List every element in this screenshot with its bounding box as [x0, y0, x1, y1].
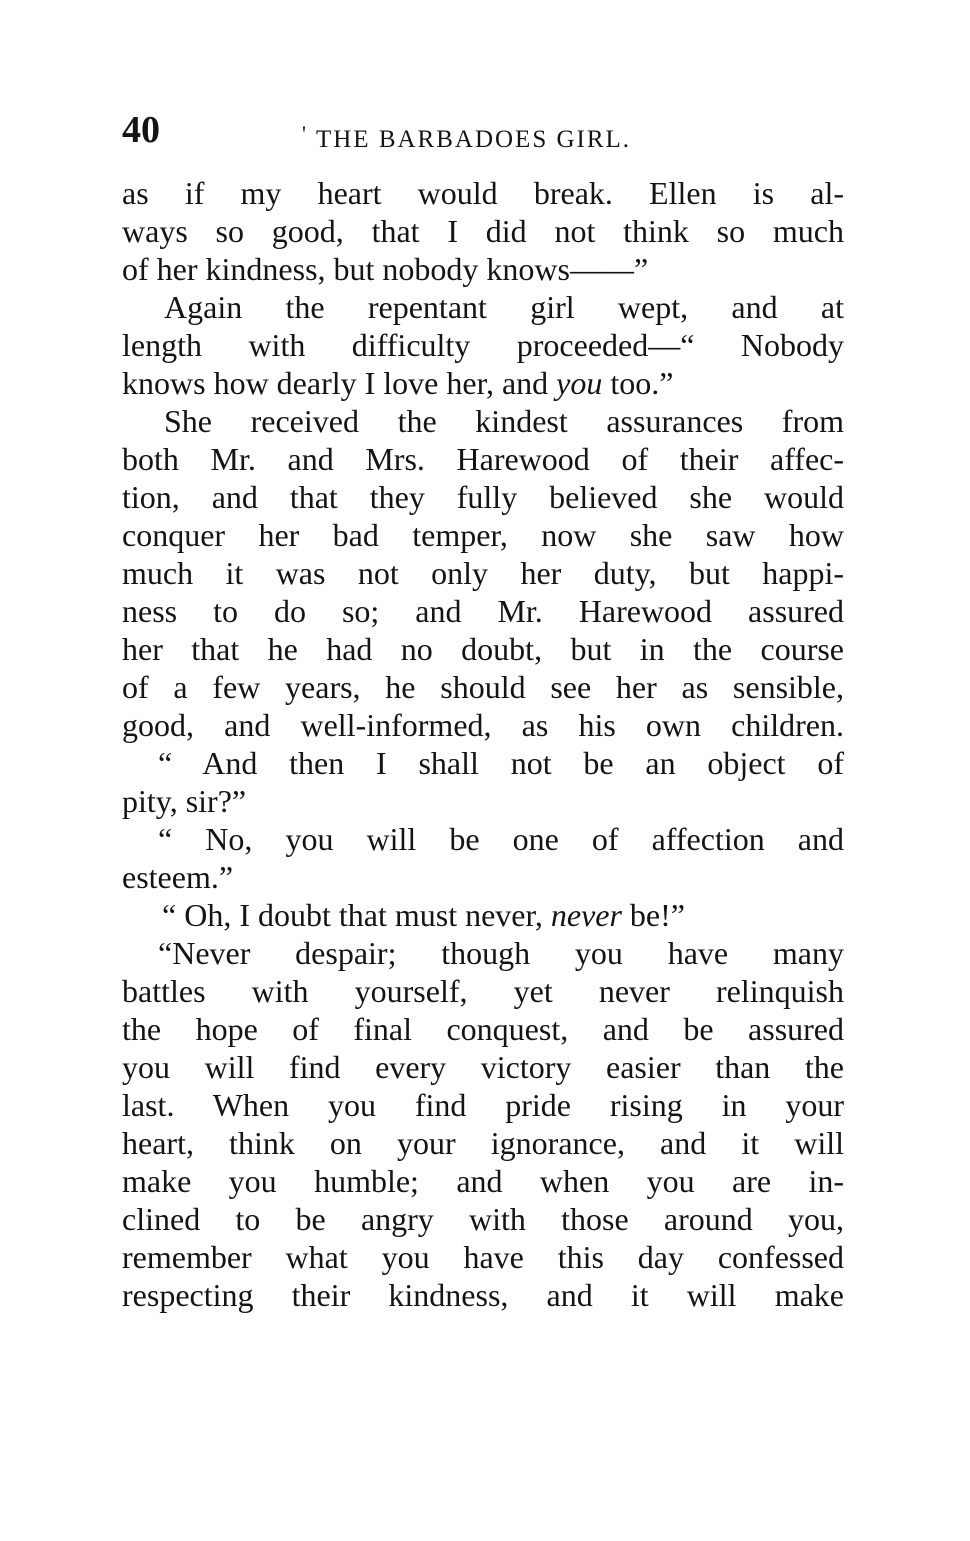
text-line: of a few years, he should see her as sensible, — [122, 669, 844, 705]
text-line: her that he had no doubt, but in the course — [122, 631, 844, 667]
text-line: as if my heart would break. Ellen is al- — [122, 175, 844, 211]
text-segment: too.” — [602, 365, 674, 401]
stray-mark: ' — [302, 121, 308, 146]
text-line: both Mr. and Mrs. Harewood of their affec- — [122, 441, 844, 477]
text-line: length with difficulty proceeded—“ Nobody — [122, 327, 844, 363]
text-segment: be!” — [621, 897, 685, 933]
text-line: conquer her bad temper, now she saw how — [122, 517, 844, 553]
body-text — [122, 174, 844, 1314]
text-line: Again the repentant girl wept, and at — [164, 289, 844, 325]
text-line: “ And then I shall not be an object of — [158, 745, 844, 781]
text-line: good, and well-informed, as his own children. — [122, 707, 844, 743]
text-line: tion, and that they fully believed she would — [122, 479, 844, 515]
page-number: 40 — [122, 109, 160, 151]
text-line: She received the kindest assurances from — [164, 403, 844, 439]
text-line: “ No, you will be one of affection and — [158, 821, 844, 857]
text-line: ways so good, that I did not think so much — [122, 213, 844, 249]
running-title — [302, 116, 631, 158]
text-line: heart, think on your ignorance, and it will — [122, 1125, 844, 1161]
text-segment: knows how dearly I love her, and — [122, 365, 557, 401]
text-line — [122, 364, 844, 402]
text-line: “Never despair; though you have many — [158, 935, 844, 971]
text-line: you will find every victory easier than the — [122, 1049, 844, 1085]
text-line: pity, sir?” — [122, 783, 247, 819]
text-line: respecting their kindness, and it will make — [122, 1277, 844, 1313]
text-line: much it was not only her duty, but happi- — [122, 555, 844, 591]
text-line: last. When you find pride rising in your — [122, 1087, 844, 1123]
text-line: clined to be angry with those around you, — [122, 1201, 844, 1237]
text-line: esteem.” — [122, 859, 234, 895]
text-line: of her kindness, but nobody knows——” — [122, 251, 649, 287]
text-line: battles with yourself, yet never relinquish — [122, 973, 844, 1009]
italic-word: you — [556, 365, 603, 401]
page-header — [122, 108, 844, 152]
italic-word: never — [550, 897, 622, 933]
running-title-text: THE BARBADOES GIRL. — [315, 126, 632, 153]
text-segment: “ Oh, I doubt that must never, — [162, 897, 551, 933]
text-line: make you humble; and when you are in- — [122, 1163, 844, 1199]
text-line: ness to do so; and Mr. Harewood assured — [122, 593, 844, 629]
text-line: remember what you have this day confessed — [122, 1239, 844, 1275]
text-line: the hope of final conquest, and be assured — [122, 1011, 844, 1047]
text-line — [122, 896, 844, 934]
